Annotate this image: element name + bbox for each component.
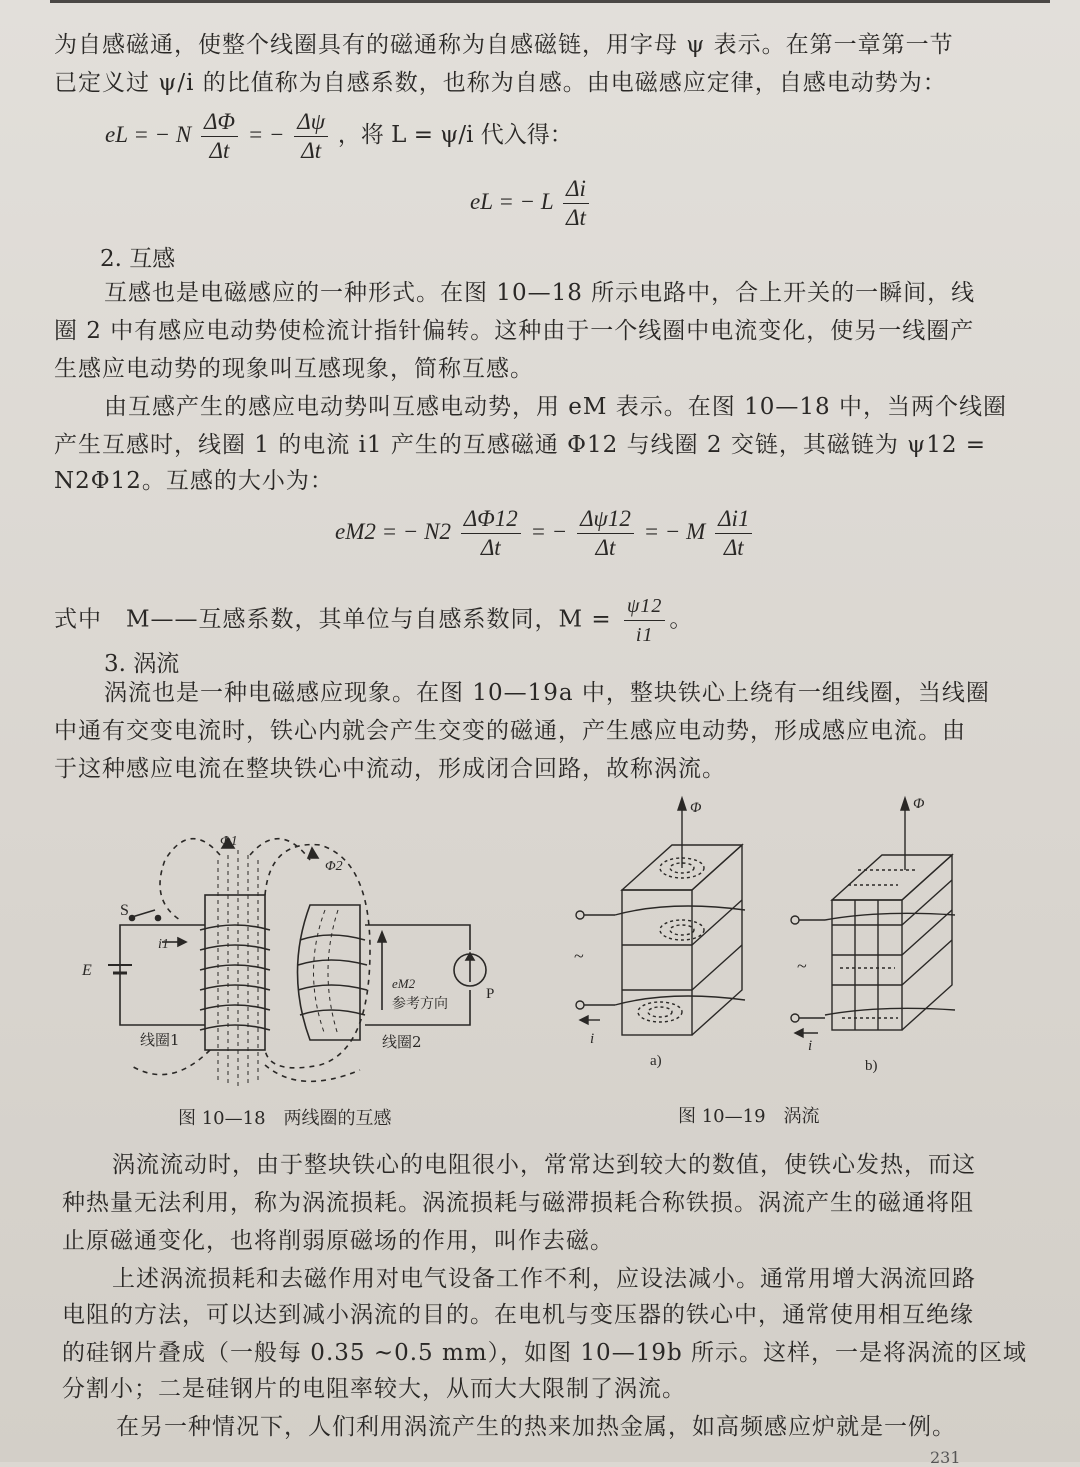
- section-heading-eddy-current: 3. 涡流: [104, 651, 180, 677]
- text-line: 的硅钢片叠成（一般每 0.35 ~0.5 mm），如图 10—19b 所示。这样，一是将涡流的区域: [62, 1340, 1027, 1366]
- text-line: 涡流流动时，由于整块铁心的电阻很小，常常达到较大的数值，使铁心发热，而这: [112, 1152, 976, 1178]
- text-line: 为自感磁通，使整个线圈具有的磁通称为自感磁链，用字母 ψ 表示。在第一章第一节: [54, 32, 954, 58]
- eddy-block-a: [576, 798, 745, 1035]
- coil1-windings: [200, 925, 270, 1030]
- figure-10-19-caption: 图 10—19 涡流: [678, 1106, 820, 1127]
- text-line: 由互感产生的感应电动势叫互感电动势，用 eM 表示。在图 10—18 中，当两个线圈: [104, 394, 1007, 420]
- figure-10-18-caption: 图 10—18 两线圈的互感: [178, 1108, 392, 1129]
- equation-self-emf-1: eL = − N $\frac{\Delta\Phi}{\Delta t}$ = − $\frac{\Delta\psi}{\Delta t}$ ，将 L = ψ/i 代入得：: [105, 109, 573, 163]
- equation-self-emf-2: eL = − L $\frac{\Delta i}{\Delta t}$: [470, 175, 593, 232]
- switch-s: [132, 910, 155, 917]
- label-phi2: Φ2: [325, 859, 343, 874]
- top-rule: [50, 0, 1050, 3]
- text-line: N2Φ12。互感的大小为：: [54, 468, 334, 494]
- label-i-b: i: [808, 1038, 813, 1054]
- text-line: 止原磁通变化，也将削弱原磁场的作用，叫作去磁。: [62, 1228, 614, 1254]
- coil2-windings: [298, 935, 367, 1015]
- label-s: S: [120, 902, 129, 919]
- label-i1: i1: [158, 937, 169, 952]
- page-number: 231: [930, 1448, 961, 1467]
- figure-10-18-mutual-inductance: [70, 800, 530, 1100]
- label-e: E: [82, 962, 92, 979]
- label-i-a: i: [590, 1031, 595, 1047]
- label-em2: eM2: [392, 976, 416, 991]
- text-line: 生感应电动势的现象叫互感现象，简称互感。: [54, 356, 534, 382]
- label-reference-direction: 参考方向: [392, 996, 448, 1012]
- text-line: 电阻的方法，可以达到减小涡流的目的。在电机与变压器的铁心中，通常使用相互绝缘: [62, 1302, 974, 1328]
- section-heading-mutual-inductance: 2. 互感: [100, 246, 176, 272]
- text-line: 上述涡流损耗和去磁作用对电气设备工作不利，应设法减小。通常用增大涡流回路: [112, 1266, 976, 1292]
- label-coil1: 线圈1: [140, 1031, 180, 1049]
- equation-mutual-emf: eM2 = − N2 $\frac{\Delta\Phi 12}{\Delta t}$ = − $\frac{\Delta\psi 12}{\Delta t}$ = − M $\frac{\Delta i1}{\Delta t}$: [335, 505, 756, 562]
- text-line: 涡流也是一种电磁感应现象。在图 10—19a 中，整块铁心上绕有一组线圈，当线圈: [104, 680, 990, 706]
- label-phi-a: Φ: [690, 800, 702, 816]
- text-line: 中通有交变电流时，铁心内就会产生交变的磁通，产生感应电动势，形成感应电流。由: [54, 718, 966, 744]
- text-line: 产生互感时，线圈 1 的电流 i1 产生的互感磁通 Φ12 与线圈 2 交链，其磁链为 ψ12 =: [54, 432, 987, 458]
- text-line: 于这种感应电流在整块铁心中流动，形成闭合回路，故称涡流。: [54, 756, 726, 782]
- text-line: 在另一种情况下，人们利用涡流产生的热来加热金属，如高频感应炉就是一例。: [116, 1414, 956, 1440]
- text-line: 互感也是电磁感应的一种形式。在图 10—18 所示电路中，合上开关的一瞬间，线: [104, 280, 976, 306]
- text-line: 已定义过 ψ/i 的比值称为自感系数，也称为自感。由电磁感应定律，自感电动势为：: [54, 70, 947, 96]
- label-phi1: Φ1: [220, 834, 238, 849]
- text-line: 分割小；二是硅钢片的电阻率较大，从而大大限制了涡流。: [62, 1376, 686, 1402]
- label-p: P: [486, 986, 495, 1002]
- coil2-core: [298, 905, 361, 1040]
- label-ac-a: ~: [574, 946, 584, 966]
- text-line: 圈 2 中有感应电动势使检流计指针偏转。这种由于一个线圈中电流变化，使另一线圈产: [54, 318, 975, 344]
- figure-10-19-eddy-current: [560, 790, 1000, 1090]
- eddy-block-b: [791, 798, 955, 1037]
- label-subfigure-b: b): [865, 1058, 878, 1074]
- label-coil2: 线圈2: [382, 1033, 422, 1051]
- label-phi-b: Φ: [913, 796, 925, 812]
- flux-phi2-loop: [265, 845, 370, 1068]
- text-line: 式中 M——互感系数，其单位与自感系数同，M = $\frac{\psi 12}{i1}$ 。: [54, 592, 693, 649]
- flux-phi1-loop: [160, 839, 220, 920]
- label-subfigure-a: a): [650, 1053, 662, 1069]
- text-line: 种热量无法利用，称为涡流损耗。涡流损耗与磁滞损耗合称铁损。涡流产生的磁通将阻: [62, 1190, 974, 1216]
- label-ac-b: ~: [797, 956, 807, 976]
